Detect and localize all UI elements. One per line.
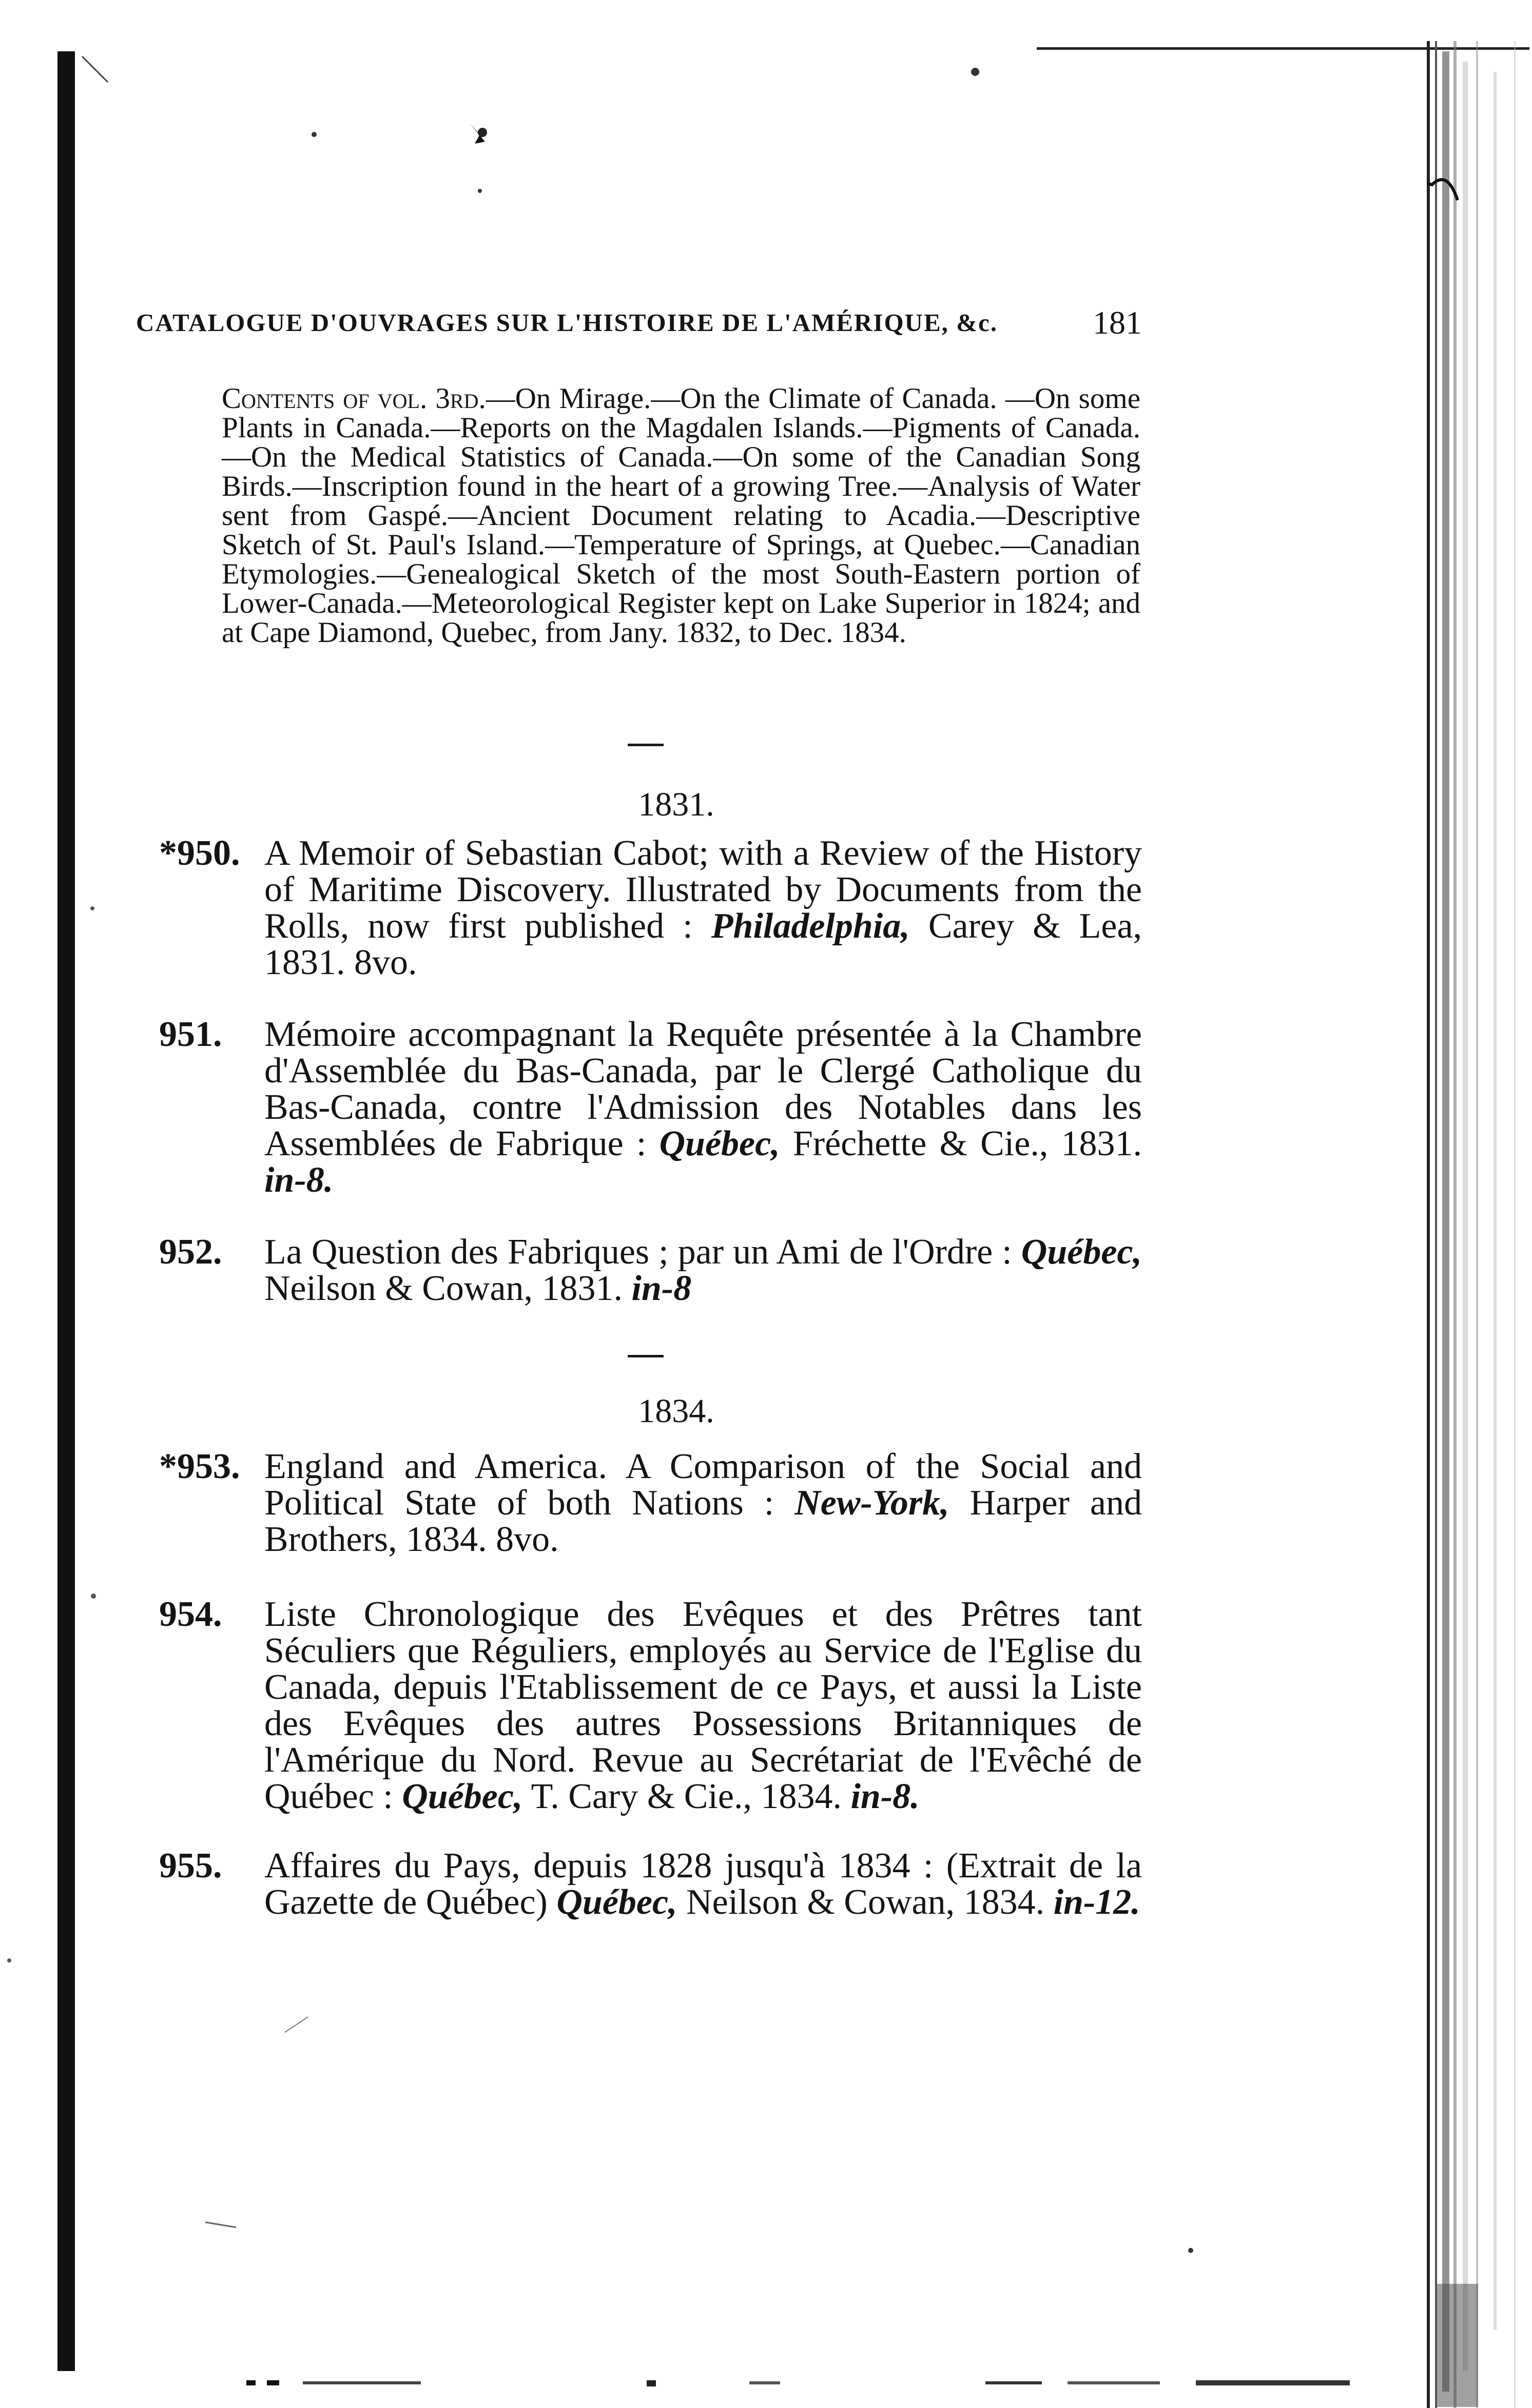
entry-format: in-8	[631, 1269, 692, 1308]
contents-note-lead: Contents of vol. 3rd.	[222, 382, 486, 415]
entry-place: New-York,	[794, 1483, 949, 1523]
section-divider	[628, 744, 664, 746]
entry-format: in-8.	[264, 1160, 334, 1200]
bottom-edge-specks	[246, 2375, 1427, 2391]
section-divider	[628, 1355, 664, 1357]
entry-place: Québec,	[556, 1882, 677, 1922]
running-head-title: CATALOGUE D'OUVRAGES SUR L'HISTOIRE DE L'AMÉRIQUE, &c.	[136, 308, 998, 337]
catalogue-entry	[159, 1234, 1142, 1307]
entry-place: Philadelphia,	[711, 906, 910, 946]
entry-text: La Question des Fabriques ; par un Ami de l'Ordre : Québec, Neilson & Cowan, 1831. in-8	[264, 1232, 1142, 1308]
entry-number: 954.	[159, 1595, 222, 1634]
entry-text: A Memoir of Sebastian Cabot; with a Review of the History of Maritime Discovery. Illustrated by Documents from the Rolls, now first published : Philadelphia, Carey & Lea, 1831. 8vo.	[264, 833, 1142, 982]
entry-number: *950.	[159, 833, 240, 873]
binding-edge	[57, 51, 75, 2371]
entry-place: Québec,	[659, 1124, 780, 1163]
catalogue-entry	[159, 1016, 1142, 1198]
catalogue-entry	[159, 1596, 1142, 1815]
entry-place: Québec,	[1021, 1232, 1142, 1272]
entry-number: *953.	[159, 1447, 240, 1486]
catalogue-entry	[159, 1848, 1142, 1920]
page-edge-artifact	[1427, 41, 1532, 2408]
catalogue-entry	[159, 835, 1142, 981]
contents-note-text: —On Mirage.—On the Climate of Canada. —On some Plants in Canada.—Reports on the Magdalen Islands.—Pigments of Canada.—On the Medical Statistics of Canada.—On some of the Canadian Song Birds.—Inscription found in the heart of a growing Tree.—Analysis of Water sent from Gaspé.—Ancient Document relating to Acadia.—Descriptive Sketch of St. Paul's Island.—Temperature of Springs, at Quebec.—Canadian Etymologies.—Genealogical Sketch of the most South-Eastern portion of Lower-Canada.—Meteorological Register kept on Lake Superior in 1824; and at Cape Diamond, Quebec, from Jany. 1832, to Dec. 1834.	[222, 382, 1140, 649]
entry-format: in-12.	[1053, 1882, 1140, 1922]
year-heading: 1834.	[638, 1392, 714, 1430]
catalogue-entry	[159, 1448, 1142, 1558]
entry-number: 952.	[159, 1232, 222, 1272]
page-number: 181	[1093, 304, 1142, 341]
entry-text: Mémoire accompagnant la Requête présentée à la Chambre d'Assemblée du Bas-Canada, par le Clergé Catholique du Bas-Canada, contre l'Admission des Notables dans les Assemblées de Fabrique : Québec, Fréchette & Cie., 1831. in-8.	[264, 1015, 1142, 1200]
entry-text: Affaires du Pays, depuis 1828 jusqu'à 1834 : (Extrait de la Gazette de Québec) Québec, Neilson & Cowan, 1834. in-12.	[264, 1846, 1142, 1922]
entry-text: Liste Chronologique des Evêques et des Prêtres tant Séculiers que Réguliers, employés au Service de l'Eglise du Canada, depuis l'Etablissement de ce Pays, et aussi la Liste des Evêques des autres Possessions Britanniques de l'Amérique du Nord. Revue au Secrétariat de l'Evêché de Québec : Québec, T. Cary & Cie., 1834. in-8.	[264, 1595, 1142, 1816]
entry-text: England and America. A Comparison of the Social and Political State of both Nations : New-York, Harper and Brothers, 1834. 8vo.	[264, 1447, 1142, 1559]
contents-note	[222, 384, 1140, 647]
entry-format: in-8.	[850, 1777, 920, 1816]
entry-number: 951.	[159, 1015, 222, 1054]
entry-place: Québec,	[402, 1777, 523, 1816]
running-head	[136, 304, 1142, 341]
entry-number: 955.	[159, 1846, 222, 1886]
year-heading: 1831.	[638, 786, 714, 823]
